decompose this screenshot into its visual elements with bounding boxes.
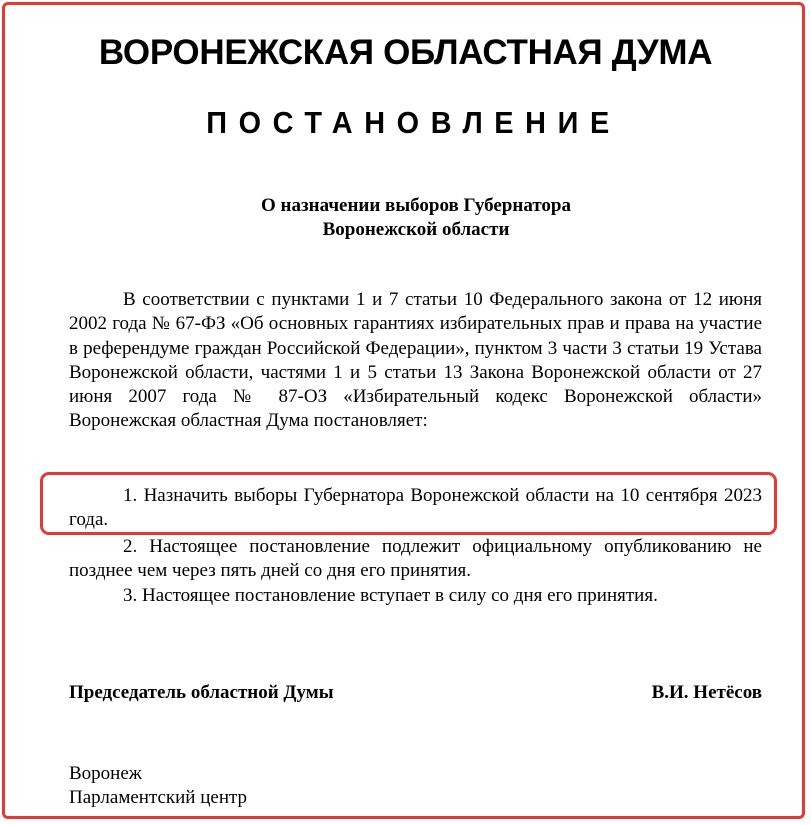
document-type-title: ПОСТАНОВЛЕНИЕ [206,105,621,140]
preamble-paragraph: В соответствии с пунктами 1 и 7 статьи 10 Федерального закона от 12 июня 2002 года № 67-ФЗ «Об основных гарантиях избирательных прав и права на участие в референдуме граждан Российской Федерации», пунктом 3 части 3 статьи 19 Устава Воронежской области, частями 1 и 5 статьи 13 Закона Воронежской области от 27 июня 2007 года № 87-ОЗ «Избирательный кодекс Воронежской области» Воронежская областная Дума постановляет: [69,289,762,432]
subject-line-2: Воронежской области [322,219,510,240]
place-block [69,762,247,810]
signatory-role: Председатель областной Думы [69,682,334,703]
place-city: Воронеж [69,763,142,784]
resolution-item-2: 2. Настоящее постановление подлежит официальному опубликованию не позднее чем через пять дней со дня его принятия. [69,536,762,582]
signatory-name: В.И. Нетёсов [651,682,762,703]
document-subject [0,194,811,242]
organization-title: ВОРОНЕЖСКАЯ ОБЛАСТНАЯ ДУМА [98,33,713,72]
subject-line-1: О назначении выборов Губернатора [261,195,571,216]
resolution-item-3: 3. Настоящее постановление вступает в силу со дня его принятия. [123,585,658,606]
resolution-item-1: 1. Назначить выборы Губернатора Воронежской области на 10 сентября 2023 года. [69,485,762,531]
place-venue: Парламентский центр [69,787,248,808]
